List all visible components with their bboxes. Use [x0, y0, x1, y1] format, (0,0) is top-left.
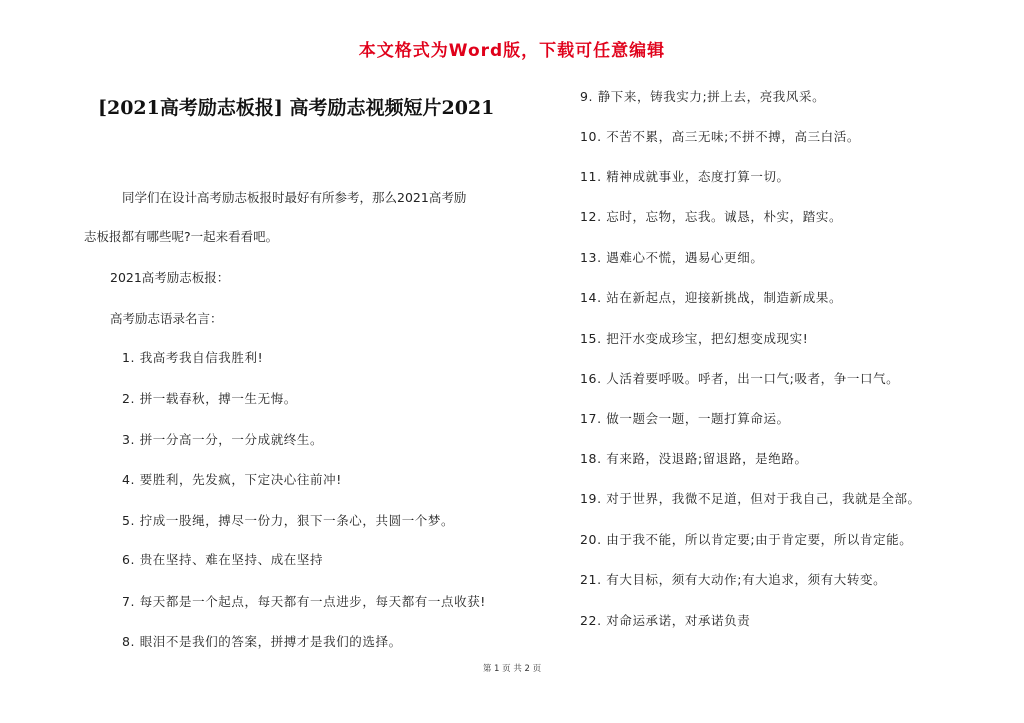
intro-line-2: 志板报都有哪些呢?一起来看看吧。: [84, 229, 279, 244]
list-item: 3. 拼一分高一分，一分成就终生。: [122, 432, 324, 447]
intro-line-1: 同学们在设计高考励志板报时最好有所参考，那么2021高考励: [122, 190, 467, 205]
list-item: 18. 有来路，没退路;留退路，是绝路。: [580, 451, 808, 466]
page-footer: 第 1 页 共 2 页: [482, 664, 542, 674]
list-item: 22. 对命运承诺，对承诺负责: [580, 613, 751, 628]
section-heading: 2021高考励志板报：: [110, 270, 230, 285]
list-item: 7. 每天都是一个起点，每天都有一点进步，每天都有一点收获!: [122, 594, 486, 609]
list-item: 1. 我高考我自信我胜利!: [122, 350, 264, 365]
list-item: 16. 人活着要呼吸。呼者，出一口气;吸者，争一口气。: [580, 371, 900, 386]
list-item: 9. 静下来，铸我实力;拼上去，亮我风采。: [580, 89, 826, 104]
list-item: 19. 对于世界，我微不足道，但对于我自己，我就是全部。: [580, 491, 921, 506]
list-item: 15. 把汗水变成珍宝，把幻想变成现实!: [580, 331, 809, 346]
list-item: 17. 做一题会一题，一题打算命运。: [580, 411, 790, 426]
subheading: 高考励志语录名言：: [110, 311, 223, 326]
document-banner: 本文格式为Word版，下载可任意编辑: [358, 41, 666, 61]
list-item: 2. 拼一载春秋，搏一生无悔。: [122, 391, 297, 406]
page-title: [2021高考励志板报] 高考励志视频短片2021: [98, 97, 495, 119]
list-item: 14. 站在新起点，迎接新挑战，制造新成果。: [580, 290, 843, 305]
list-item: 6. 贵在坚持、难在坚持、成在坚持: [122, 552, 324, 567]
list-item: 12. 忘时，忘物，忘我。诚恳，朴实，踏实。: [580, 209, 843, 224]
list-item: 13. 遇难心不慌，遇易心更细。: [580, 250, 764, 265]
list-item: 5. 拧成一股绳，搏尽一份力，狠下一条心，共圆一个梦。: [122, 513, 455, 528]
list-item: 20. 由于我不能，所以肯定要;由于肯定要，所以肯定能。: [580, 532, 913, 547]
list-item: 8. 眼泪不是我们的答案，拼搏才是我们的选择。: [122, 634, 402, 649]
list-item: 11. 精神成就事业，态度打算一切。: [580, 169, 790, 184]
list-item: 21. 有大目标，须有大动作;有大追求，须有大转变。: [580, 572, 887, 587]
list-item: 4. 要胜利，先发疯，下定决心往前冲!: [122, 472, 342, 487]
list-item: 10. 不苦不累，高三无味;不拼不搏，高三白活。: [580, 129, 860, 144]
